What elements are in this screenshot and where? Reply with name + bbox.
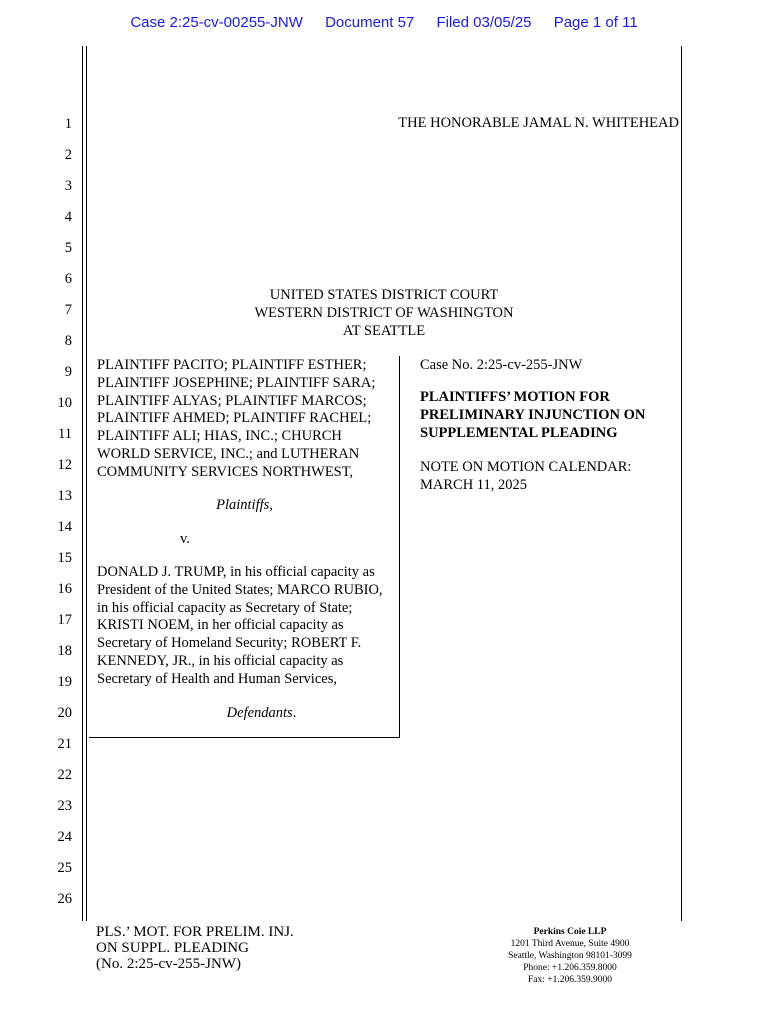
line-number: 10: [57, 395, 72, 411]
line-number: 7: [64, 302, 72, 318]
line-number: 4: [64, 209, 72, 225]
footer-document-title: [96, 924, 294, 972]
firm-phone: Phone: +1.206.359.8000: [523, 963, 617, 973]
line-number: 24: [57, 829, 72, 845]
court-heading: [89, 287, 679, 340]
plaintiff-line: PLAINTIFF JOSEPHINE; PLAINTIFF SARA;: [97, 374, 376, 391]
footer-title-line: ON SUPPL. PLEADING: [96, 940, 249, 956]
defendants-block: [97, 564, 397, 689]
defendant-line: in his official capacity as Secretary of State;: [97, 599, 353, 616]
line-number: 15: [57, 550, 72, 566]
plaintiffs-designation: [89, 497, 400, 515]
defendants-label: Defendants: [226, 705, 293, 721]
plaintiff-line: PLAINTIFF ALYAS; PLAINTIFF MARCOS;: [97, 392, 367, 409]
line-number: 17: [57, 612, 72, 628]
plaintiff-line: PLAINTIFF AHMED; PLAINTIFF RACHEL;: [97, 410, 372, 427]
firm-address-line: 1201 Third Avenue, Suite 4900: [510, 939, 630, 949]
note-on-motion-calendar: [420, 459, 678, 495]
line-number: 2: [64, 147, 72, 163]
line-number: 16: [57, 581, 72, 597]
motion-title-line: SUPPLEMENTAL PLEADING: [420, 424, 618, 441]
line-number: 18: [57, 643, 72, 659]
plaintiffs-label: Plaintiffs: [216, 497, 270, 513]
note-date: MARCH 11, 2025: [420, 476, 528, 493]
footer-case-number: (No. 2:25-cv-255-JNW): [96, 956, 241, 972]
plaintiff-line: WORLD SERVICE, INC.; and LUTHERAN: [97, 445, 360, 462]
motion-title-line: PLAINTIFFS’ MOTION FOR: [420, 389, 610, 405]
ecf-header: [0, 14, 768, 31]
plaintiffs-punctuation: ,: [269, 497, 273, 513]
firm-address-line: Seattle, Washington 98101-3099: [508, 951, 632, 961]
ecf-case-number: Case 2:25-cv-00255-JNW: [130, 14, 303, 31]
motion-title-line: PRELIMINARY INJUNCTION ON: [420, 406, 646, 423]
case-number: Case No. 2:25-cv-255-JNW: [420, 357, 583, 373]
firm-name: Perkins Coie LLP: [533, 927, 607, 937]
court-location: AT SEATTLE: [342, 322, 426, 339]
line-number: 6: [64, 271, 72, 287]
line-number: 22: [57, 767, 72, 783]
footer-title-line: PLS.’ MOT. FOR PRELIM. INJ.: [96, 924, 294, 940]
line-number: 11: [58, 426, 72, 442]
ecf-document-number: Document 57: [325, 14, 415, 31]
line-number: 12: [57, 457, 72, 473]
defendant-line: Secretary of Health and Human Services,: [97, 670, 337, 687]
line-number: 9: [64, 364, 72, 380]
note-line: NOTE ON MOTION CALENDAR:: [420, 459, 632, 475]
line-number: 13: [57, 488, 72, 504]
defendant-line: Secretary of Homeland Security; ROBERT F.: [97, 635, 362, 652]
firm-fax: Fax: +1.206.359.9000: [528, 975, 612, 985]
line-number: 5: [64, 240, 72, 256]
plaintiff-line: COMMUNITY SERVICES NORTHWEST,: [97, 463, 354, 480]
right-margin-rule: [681, 46, 682, 921]
line-number: 26: [57, 891, 72, 907]
ecf-page-count: Page 1 of 11: [553, 14, 638, 31]
left-margin-rule-outer: [82, 46, 83, 921]
court-name: UNITED STATES DISTRICT COURT: [269, 287, 499, 303]
judge-name: THE HONORABLE JAMAL N. WHITEHEAD: [398, 115, 679, 131]
defendant-line: KENNEDY, JR., in his official capacity as: [97, 652, 344, 669]
line-number: 3: [64, 178, 72, 194]
plaintiff-line: PLAINTIFF PACITO; PLAINTIFF ESTHER;: [97, 357, 367, 373]
defendants-punctuation: .: [292, 705, 297, 721]
defendant-line: DONALD J. TRUMP, in his official capacity as: [97, 564, 375, 580]
footer-firm-block: [470, 926, 670, 986]
defendants-designation: [89, 705, 434, 723]
line-number: 1: [64, 116, 72, 132]
line-number: 20: [57, 705, 72, 721]
plaintiffs-block: [97, 357, 397, 482]
court-district: WESTERN DISTRICT OF WASHINGTON: [254, 304, 514, 321]
line-number: 21: [57, 736, 72, 752]
versus: v.: [180, 531, 190, 547]
left-margin-rule-inner: [86, 46, 87, 921]
line-number: 14: [57, 519, 72, 535]
defendant-line: KRISTI NOEM, in her official capacity as: [97, 617, 344, 634]
plaintiff-line: PLAINTIFF ALI; HIAS, INC.; CHURCH: [97, 428, 342, 445]
ecf-filed-date: Filed 03/05/25: [436, 14, 532, 31]
line-number: 19: [57, 674, 72, 690]
motion-title: [420, 389, 678, 442]
line-number: 23: [57, 798, 72, 814]
line-number: 8: [64, 333, 72, 349]
line-number: 25: [57, 860, 72, 876]
defendant-line: President of the United States; MARCO RUBIO,: [97, 581, 383, 598]
